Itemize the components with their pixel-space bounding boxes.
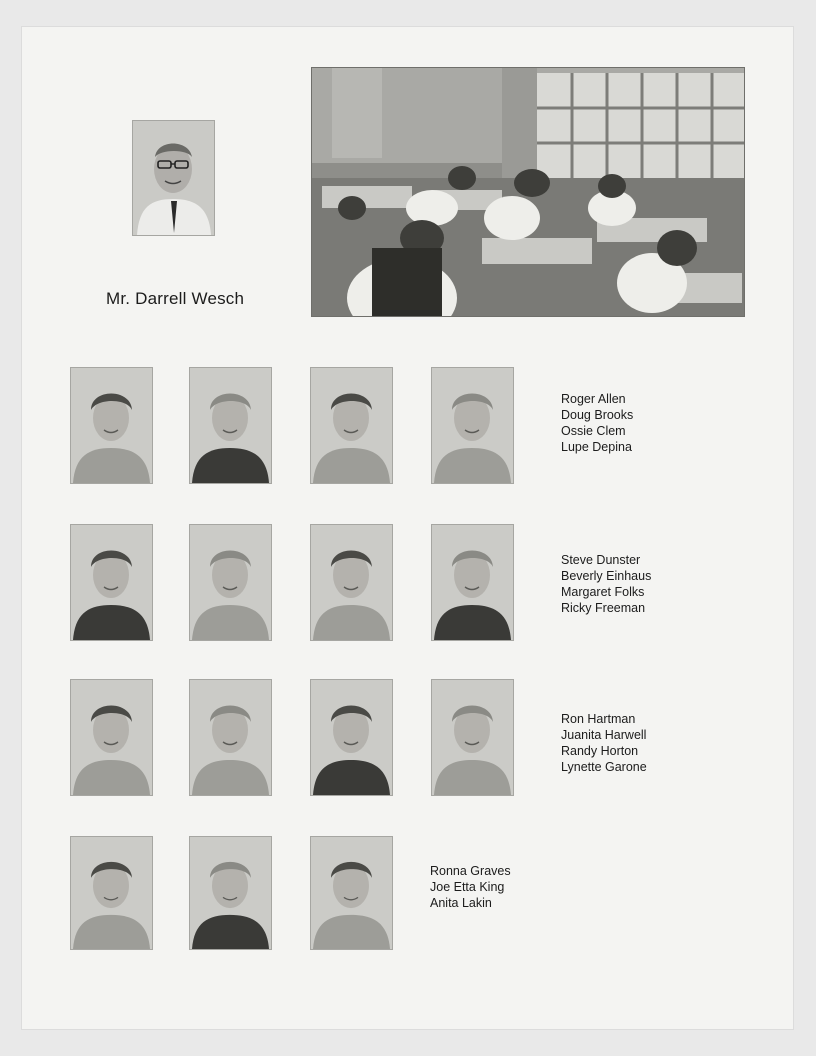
student-portrait-figure xyxy=(311,368,392,483)
student-portrait xyxy=(431,679,514,796)
student-portrait-figure xyxy=(71,680,152,795)
teacher-portrait-figure xyxy=(133,121,214,235)
student-portrait-figure xyxy=(311,525,392,640)
student-name: Doug Brooks xyxy=(561,408,634,422)
student-portrait-figure xyxy=(311,680,392,795)
name-list-row-3 xyxy=(561,711,647,775)
student-name: Anita Lakin xyxy=(430,896,492,910)
student-portrait-figure xyxy=(432,368,513,483)
classroom-scene xyxy=(312,68,744,316)
student-portrait xyxy=(310,367,393,484)
student-portrait xyxy=(310,524,393,641)
student-name: Ronna Graves xyxy=(430,864,511,878)
student-portrait xyxy=(189,524,272,641)
student-portrait-figure xyxy=(190,525,271,640)
student-portrait xyxy=(310,836,393,950)
student-portrait xyxy=(70,679,153,796)
student-name: Margaret Folks xyxy=(561,585,645,599)
student-portrait xyxy=(431,367,514,484)
name-list-row-1 xyxy=(561,391,633,455)
student-name: Lynette Garone xyxy=(561,760,647,774)
student-name: Steve Dunster xyxy=(561,553,641,567)
student-name: Joe Etta King xyxy=(430,880,505,894)
student-portrait-figure xyxy=(71,525,152,640)
student-portrait xyxy=(189,367,272,484)
student-name: Randy Horton xyxy=(561,744,639,758)
student-portrait xyxy=(70,524,153,641)
teacher-name: Mr. Darrell Wesch xyxy=(106,289,245,308)
student-portrait xyxy=(310,679,393,796)
student-name: Lupe Depina xyxy=(561,440,632,454)
classroom-photo xyxy=(311,67,745,317)
student-portrait-figure xyxy=(432,525,513,640)
student-portrait xyxy=(189,679,272,796)
student-portrait xyxy=(70,836,153,950)
student-name: Juanita Harwell xyxy=(561,728,647,742)
name-list-row-4 xyxy=(430,863,511,911)
student-name: Ron Hartman xyxy=(561,712,636,726)
student-name: Ricky Freeman xyxy=(561,601,646,615)
student-portrait xyxy=(431,524,514,641)
student-portrait-figure xyxy=(190,680,271,795)
student-name: Ossie Clem xyxy=(561,424,626,438)
name-list-row-2 xyxy=(561,552,651,616)
student-name: Beverly Einhaus xyxy=(561,569,652,583)
student-portrait-figure xyxy=(432,680,513,795)
student-name: Roger Allen xyxy=(561,392,626,406)
yearbook-page xyxy=(22,27,793,1029)
student-portrait-figure xyxy=(71,837,152,949)
student-portrait-figure xyxy=(71,368,152,483)
student-portrait xyxy=(70,367,153,484)
student-portrait-figure xyxy=(311,837,392,949)
teacher-portrait xyxy=(132,120,215,236)
student-portrait-figure xyxy=(190,837,271,949)
student-portrait xyxy=(189,836,272,950)
student-portrait-figure xyxy=(190,368,271,483)
